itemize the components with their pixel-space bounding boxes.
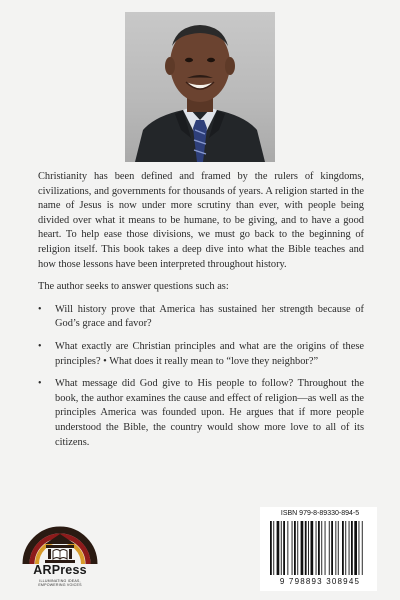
question-item: • Will history prove that America has sustained her strength because of God’s grace and favor? [38, 303, 364, 332]
barcode-bar [292, 521, 293, 575]
barcode-bar [329, 521, 330, 575]
barcode-bar [316, 521, 317, 575]
barcode-bar [359, 521, 360, 575]
author-photo [125, 12, 275, 162]
barcode-bar [362, 521, 363, 575]
barcode-bar [277, 521, 280, 575]
author-portrait-icon [125, 12, 275, 162]
barcode-bar [308, 521, 309, 575]
back-cover-blurb [38, 170, 364, 458]
barcode-bar [311, 521, 314, 575]
barcode-bar [297, 521, 298, 575]
question-item: • What exactly are Christian principles and what are the origins of these principles? • What does it really mean to “love they neighbor?” [38, 340, 364, 369]
publisher-tagline: ILLUMINATING IDEAS, EMPOWERING VOICES [38, 579, 82, 588]
barcode-bar [273, 521, 274, 575]
barcode-bar [354, 521, 357, 575]
question-item: • What message did God give to His people to follow? Throughout the book, the author examines the cause and effect of religion—as well as the principles America was founded upon. He argues that if more people understood the Bible, the country would show more love to all of its citizens. [38, 377, 364, 450]
barcode-bar [281, 521, 282, 575]
barcode-bar [349, 521, 350, 575]
publisher-logo [20, 508, 100, 594]
barcode-bar [338, 521, 339, 575]
barcode-icon [268, 521, 372, 577]
publisher-name: ARPress [33, 563, 87, 577]
barcode-bar [331, 521, 333, 575]
barcode-bar [351, 521, 353, 575]
barcode-bar [287, 521, 288, 575]
barcode-bar [294, 521, 296, 575]
barcode-bar [305, 521, 307, 575]
barcode-bar [283, 521, 285, 575]
barcode-bar [342, 521, 344, 575]
barcode-bar [301, 521, 304, 575]
barcode-bar [335, 521, 336, 575]
blurb-intro-questions: The author seeks to answer questions such as: [38, 281, 229, 293]
barcode-bar [270, 521, 272, 575]
barcode-bar [321, 521, 322, 575]
publisher-emblem-icon [20, 508, 100, 568]
barcode-bar [325, 521, 326, 575]
barcode-bar [345, 521, 346, 575]
question-list [38, 303, 364, 450]
isbn-barcode-block [260, 507, 377, 591]
barcode-bar [318, 521, 320, 575]
blurb-paragraph: Christianity has been defined and framed by the rulers of kingdoms, civilizations, and governments for thousands of years. A religion started in the name of Jesus is now under more scrutiny than ever, with people being divided over what it means to be humane, to be giving, and to have a good heart. To help ease those divisions, we must go back to the beginning of religion itself. This book takes a deep dive into what the Bible teaches and how those lessons have been interpreted throughout history. [38, 171, 364, 270]
isbn-label: ISBN 979-8-89330-894-5 [280, 510, 360, 517]
barcode-digits: 9 798893 308945 [279, 577, 361, 586]
